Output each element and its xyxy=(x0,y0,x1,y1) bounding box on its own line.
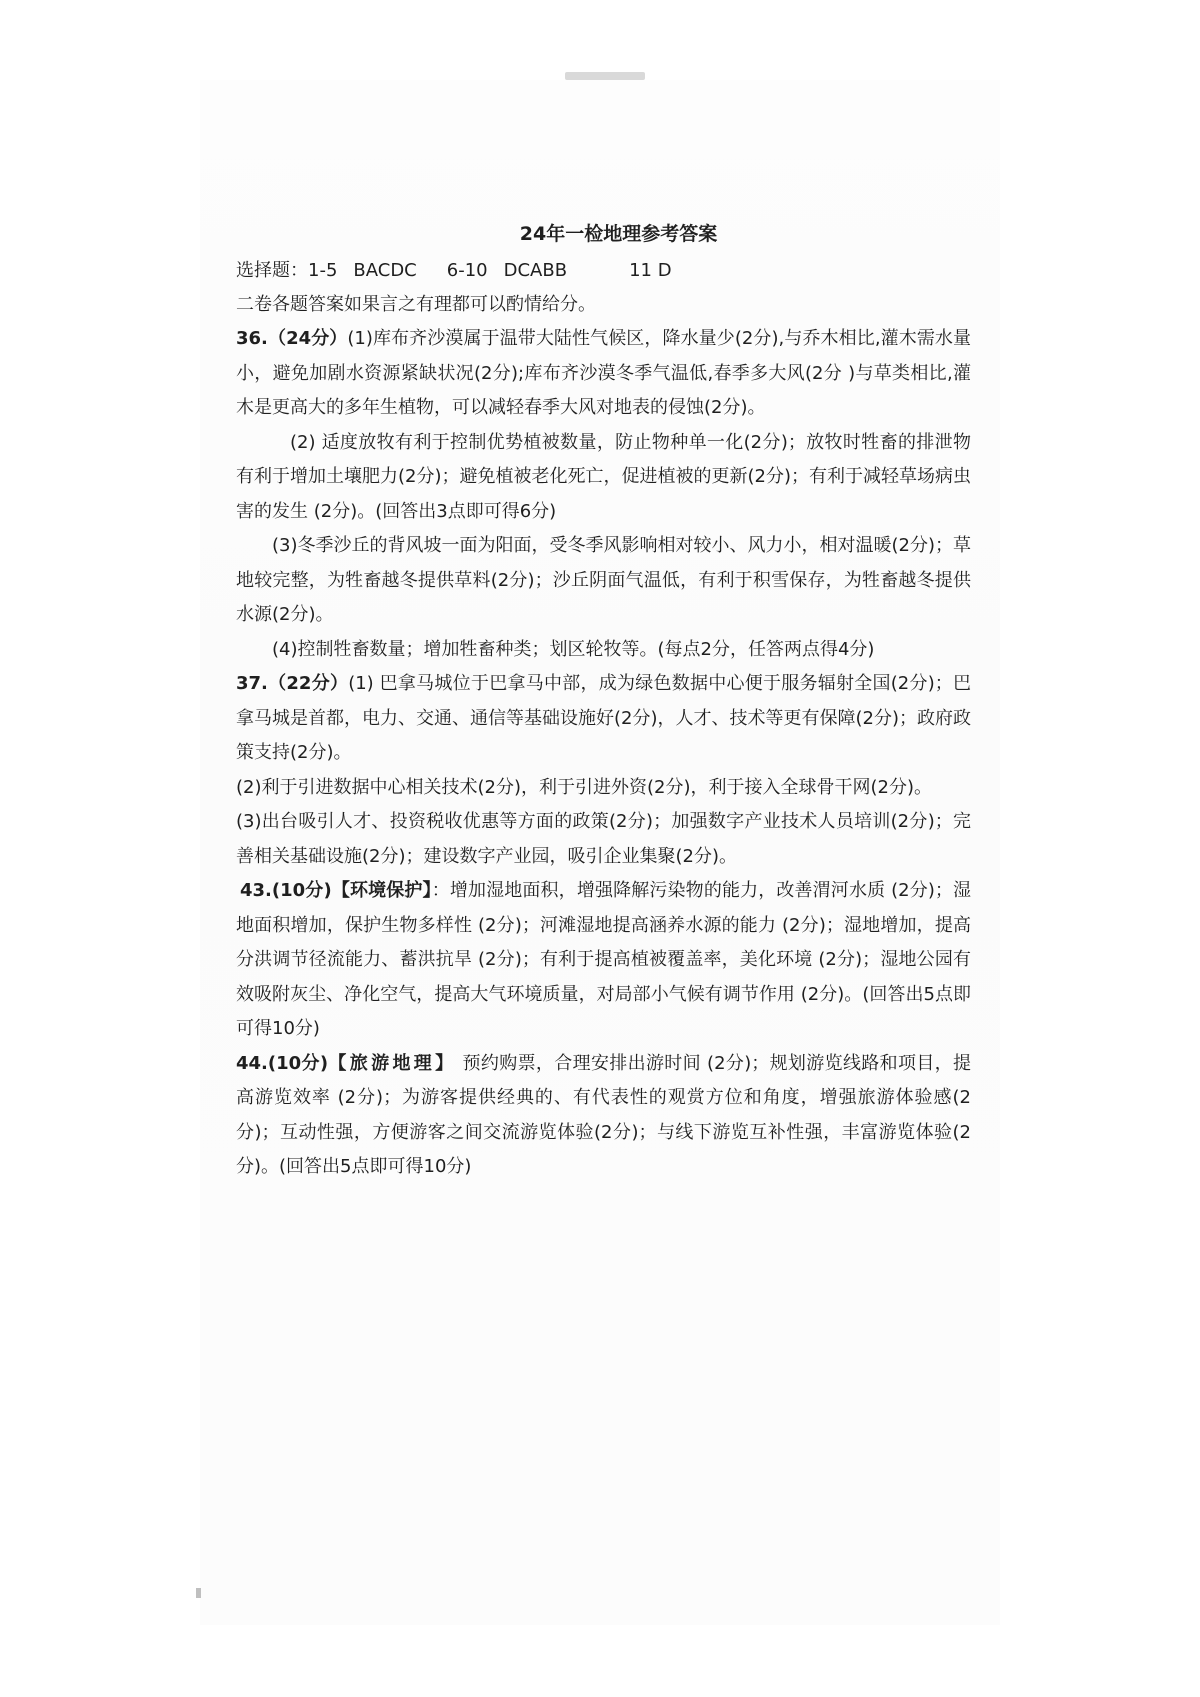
question-36-part-1 xyxy=(236,322,971,426)
answer-sheet xyxy=(236,220,971,1185)
question-36-part-3: (3)冬季沙丘的背风坡一面为阳面，受冬季风影响相对较小、风力小，相对温暖(2分)；草地较完整，为牲畜越冬提供草料(2分)；沙丘阴面气温低，有利于积雪保存，为牲畜越冬提供水源(2分)。 xyxy=(236,535,971,625)
choice-label: 选择题： xyxy=(236,260,308,281)
choice-answers-2: DCABB xyxy=(503,260,568,281)
answer-text: ：增加湿地面积，增强降解污染物的能力，改善渭河水质 (2分)；湿地面积增加，保护生物多样性 (2分)；河滩湿地提高涵养水源的能力 (2分)；湿地增加，提高分洪调节径流能力、蓄洪抗旱 (2分)；有利于提高植被覆盖率，美化环境 (2分)；湿地公园有效吸附灰尘、净化空气，提高大气环境质量，对局部小气候有调节作用 (2分)。(回答出5点即可得10分) xyxy=(236,880,972,1039)
question-number: 44.(10分) xyxy=(236,1052,329,1074)
question-37-part-1 xyxy=(236,667,971,771)
question-number: 43.(10分) xyxy=(240,880,332,901)
answer-text: (1)库布齐沙漠属于温带大陆性气候区，降水量少(2分),与乔木相比,灌木需水量小，避免加剧水资源紧缺状况(2分);库布齐沙漠冬季气温低,春季多大风(2分 )与草类相比,灌木是更高大的多年生植物，可以减轻春季大风对地表的侵蚀(2分)。 xyxy=(236,328,972,418)
grading-note: 二卷各题答案如果言之有理都可以酌情给分。 xyxy=(236,294,596,315)
choice-range-2: 6-10 xyxy=(446,260,488,281)
choice-answers-1: BACDC xyxy=(353,260,417,281)
scan-artifact xyxy=(565,72,645,80)
question-44 xyxy=(236,1047,971,1185)
question-36-part-2: (2) 适度放牧有利于控制优势植被数量，防止物种单一化(2分)；放牧时牲畜的排泄物有利于增加土壤肥力(2分)；避免植被老化死亡，促进植被的更新(2分)；有利于减轻草场病虫害的发生 (2分)。(回答出3点即可得6分) xyxy=(236,431,971,522)
choice-answer-11: 11 D xyxy=(629,260,672,281)
question-36-part-4: (4)控制牲畜数量；增加牲畜种类；划区轮牧等。(每点2分，任答两点得4分) xyxy=(272,638,875,660)
page-title: 24年一检地理参考答案 xyxy=(519,223,718,245)
choice-range-1: 1-5 xyxy=(308,260,338,281)
multiple-choice-answers xyxy=(236,254,971,288)
question-37-part-3: (3)出台吸引人才、投资税收优惠等方面的政策(2分)；加强数字产业技术人员培训(2分)；完善相关基础设施(2分)；建设数字产业园，吸引企业集聚(2分)。 xyxy=(236,811,971,867)
scan-artifact-dot xyxy=(196,1588,201,1598)
answer-text: 预约购票，合理安排出游时间 (2分)；规划游览线路和项目，提高游览效率 (2分)；为游客提供经典的、有代表性的观赏方位和角度，增强旅游体验感(2分)；互动性强，方便游客之间交流游览体验(2分)；与线下游览互补性强，丰富游览体验(2分)。(回答出5点即可得10分) xyxy=(236,1052,971,1177)
question-37-part-2: (2)利于引进数据中心相关技术(2分)，利于引进外资(2分)，利于接入全球骨干网(2分)。 xyxy=(236,776,932,798)
question-number: 36.（24分） xyxy=(236,328,348,349)
topic-tag: 【旅游地理】 xyxy=(328,1052,457,1074)
answer-text: (1) 巴拿马城位于巴拿马中部，成为绿色数据中心便于服务辐射全国(2分)；巴拿马城是首都，电力、交通、通信等基础设施好(2分)，人才、技术等更有保障(2分)；政府政策支持(2分)。 xyxy=(236,673,971,763)
question-43 xyxy=(236,874,971,1047)
topic-tag: 【环境保护】 xyxy=(331,880,432,901)
question-number: 37.（22分） xyxy=(236,673,349,694)
